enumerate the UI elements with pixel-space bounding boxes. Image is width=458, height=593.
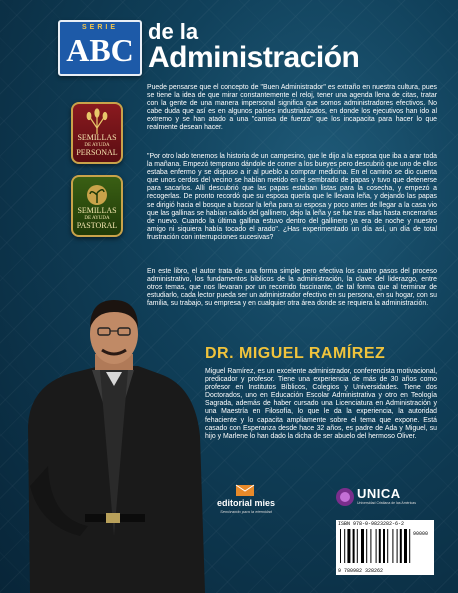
publisher-name: editorial mies bbox=[216, 498, 276, 508]
badge-personal bbox=[71, 102, 123, 164]
barcode-number: 9 780982 328262 bbox=[338, 568, 384, 574]
author-bio: Miguel Ramírez, es un excelente administrador, conferencista motivacional, predicador y profesor. Tiene una experiencia de más de 30 años como profesor en Institutos Bíblicos, Colegios y Universidades. Tiene dos Doctorados, uno en Educación Escolar Administrativa y otro en Teología Sagrada, además de haber cursado una Licenciatura en Administración y una Maestría en Filosofía, lo que le da la experiencia, la autoridad fehaciente y lo capacita ampliamente sobre el tema que expone. Está casado con Esperanza desde hace 32 años, es padre de Ada y Miguel, su hijo y Marlene lo han dado la dicha de ser abuelo del hermoso Oliver. bbox=[205, 368, 437, 440]
publisher-tagline: Sembrando para la eternidad bbox=[220, 509, 272, 514]
title-line-1: de la bbox=[148, 19, 199, 44]
university-name: UNICA bbox=[357, 486, 401, 501]
wheat-icon bbox=[82, 108, 112, 134]
badge-pastoral-line3: PASTORAL bbox=[76, 221, 118, 230]
isbn-label: ISBN 978-0-9823282-6-2 bbox=[338, 521, 405, 527]
series-logo bbox=[58, 20, 142, 76]
intro-paragraph: Puede pensarse que el concepto de "Buen Administrador" es extraño en nuestra cultura, pues se tiene la idea de que mirar constantemente el reloj, tener una agenda llena de citas, tratar con la gente de una manera impersonal significa que somos administradores efectivos. No cabe duda que así es en algunos países industrializados, en donde los ejecutivos han ido al extremo y se han atado a una "camisa de fuerza" que los incapacita para hacer lo que realmente desean hacer. bbox=[147, 84, 437, 132]
summary-paragraph: En este libro, el autor trata de una forma simple pero efectiva los cuatro pasos del proceso administrativo, los fundamentos bíblicos de la administración, la clave del liderazgo, entre otros temas, que nos llevaran por un recorrido fascinante, de tal forma que al terminar de estudiarlo, cada lector pueda ser un administrador efectivo en su persona, en su hogar, con su familia, su trabajo, su empresa y en cualquier otra área donde se requiera la administración. bbox=[147, 268, 437, 308]
barcode bbox=[336, 520, 434, 575]
price-code: 90000 bbox=[412, 531, 428, 537]
badge-pastoral-line1: SEMILLAS bbox=[77, 206, 117, 215]
story-paragraph: "Por otro lado tenemos la historia de un campesino, que le dijo a la esposa que iba a arar toda la mañana. Empezó temprano dándole de comer a los bueyes pero descubrió que uno de ellos estaba enfermo y se dispuso a ir al pueblo a comprar medicina. En el camino se dio cuenta que unos cerdos del vecino se habían metido en el sembrado de papas y tuvo que detenerse para sacarlos. Allí descubrió que las papas estaban listas para la cosecha, y empezó a recogerlas. De pronto recordó que su esposa quería que le llevara leña, y dejando las papas se dirigió hacia el bosque a buscar la leña para su esposa y poco antes de llegar a la casa vio que las gallinas se habían salido del gallinero, dejo la leña y se fue tras ellas hasta encerrarlas de nuevo. Cuando la última gallina estuvo dentro del gallinero ya era de noche y nuestro amigo ni siquiera había tocado el arado". ¿Has experimentado un día así, un día de total frustración con interrupciones sucesivas? bbox=[147, 153, 437, 241]
badge-personal-line1: SEMILLAS bbox=[77, 133, 117, 142]
barcode-bars bbox=[338, 529, 432, 563]
badge-pastoral bbox=[71, 175, 123, 237]
sprout-icon bbox=[82, 181, 112, 207]
author-name: DR. MIGUEL RAMÍREZ bbox=[205, 345, 386, 362]
title-line-2: Administración bbox=[148, 41, 360, 74]
publisher-icon bbox=[234, 483, 256, 497]
badge-personal-line3: PERSONAL bbox=[76, 148, 118, 157]
university-subtitle: Universidad Cristiana de las Américas bbox=[357, 501, 416, 505]
university-icon bbox=[335, 486, 355, 508]
author-photo bbox=[10, 286, 210, 593]
badge-pastoral-line2: DE AYUDA bbox=[84, 216, 110, 221]
badge-personal-line2: DE AYUDA bbox=[84, 143, 110, 148]
series-abc: ABC bbox=[66, 32, 134, 68]
series-label: SERIE bbox=[81, 24, 118, 31]
university-logo bbox=[335, 486, 435, 514]
